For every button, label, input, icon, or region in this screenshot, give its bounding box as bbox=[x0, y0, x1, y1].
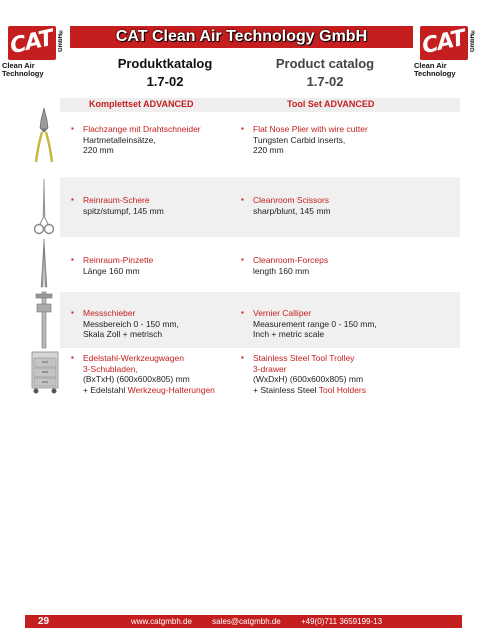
list-item-forceps bbox=[60, 237, 460, 292]
page-footer bbox=[25, 615, 462, 628]
logo-mark: CAT bbox=[7, 25, 56, 60]
bullet-icon: ▪ bbox=[241, 124, 244, 133]
bullet-icon: ▪ bbox=[71, 308, 74, 317]
trolley-icon bbox=[30, 350, 60, 395]
item-description-en: ▪ Flat Nose Plier with wire cutter Tungsten Carbid inserts, 220 mm bbox=[241, 124, 368, 155]
scissors-icon bbox=[34, 178, 54, 238]
bullet-icon: ▪ bbox=[71, 195, 74, 204]
list-item-pliers bbox=[60, 115, 460, 177]
page-title: CAT Clean Air Technology GmbH bbox=[115, 28, 368, 45]
list-item-scissors bbox=[60, 177, 460, 237]
company-logo-left bbox=[2, 26, 64, 76]
footer-contact bbox=[131, 615, 400, 628]
logo-mark: CAT bbox=[419, 25, 468, 60]
section-title-en: Tool Set ADVANCED bbox=[287, 99, 375, 109]
item-description-de: ▪ Messschieber Messbereich 0 - 150 mm, Skala Zoll + metrisch bbox=[71, 308, 179, 339]
bullet-icon: ▪ bbox=[241, 308, 244, 317]
bullet-icon: ▪ bbox=[71, 255, 74, 264]
list-item-trolley bbox=[60, 348, 460, 408]
list-item-caliper bbox=[60, 292, 460, 348]
pliers-icon bbox=[30, 106, 58, 164]
catalog-heading-en: Product catalog 1.7-02 bbox=[275, 56, 375, 89]
company-logo-right bbox=[414, 26, 476, 76]
bullet-icon: ▪ bbox=[71, 353, 74, 362]
caliper-icon bbox=[34, 290, 54, 350]
page-title-bar bbox=[70, 26, 413, 48]
bullet-icon: ▪ bbox=[241, 195, 244, 204]
item-description-de: ▪ Flachzange mit Drahtschneider Hartmetalleinsätze, 220 mm bbox=[71, 124, 201, 155]
item-description-de: ▪ Reinraum-Schere spitz/stumpf, 145 mm bbox=[71, 195, 164, 216]
website-link[interactable]: www.catgmbh.de bbox=[131, 617, 192, 626]
catalog-heading-de: Produktkatalog 1.7-02 bbox=[117, 56, 213, 89]
logo-gmbh: GmbH® bbox=[58, 28, 64, 52]
section-title-de: Komplettset ADVANCED bbox=[89, 99, 194, 109]
item-description-en: ▪ Vernier Calliper Measurement range 0 - 150 mm, Inch + metric scale bbox=[241, 308, 377, 339]
page-number: 29 bbox=[38, 616, 50, 627]
bullet-icon: ▪ bbox=[71, 124, 74, 133]
forceps-icon bbox=[38, 238, 50, 288]
item-description-en: ▪ Cleanroom Scissors sharp/blunt, 145 mm bbox=[241, 195, 331, 216]
logo-subtitle: Clean Air Technology bbox=[2, 61, 44, 78]
bullet-icon: ▪ bbox=[241, 353, 244, 362]
item-description-en: ▪ Cleanroom-Forceps length 160 mm bbox=[241, 255, 329, 276]
item-description-en: ▪ Stainless Steel Tool Trolley 3-drawer (WxDxH) (600x600x805) mm + Stainless Steel Tool Holders bbox=[241, 353, 367, 395]
phone-number: +49(0)711 3659199-13 bbox=[301, 617, 383, 626]
logo-subtitle: Clean Air Technology bbox=[414, 61, 456, 78]
email-link[interactable]: sales@catgmbh.de bbox=[212, 617, 281, 626]
bullet-icon: ▪ bbox=[241, 255, 244, 264]
item-description-de: ▪ Edelstahl-Werkzeugwagen 3-Schubladen, (BxTxH) (600x600x805) mm + Edelstahl Werkzeug-Halterungen bbox=[71, 353, 215, 395]
logo-gmbh: GmbH® bbox=[470, 28, 476, 52]
section-header bbox=[60, 98, 460, 112]
item-description-de: ▪ Reinraum-Pinzette Länge 160 mm bbox=[71, 255, 154, 276]
